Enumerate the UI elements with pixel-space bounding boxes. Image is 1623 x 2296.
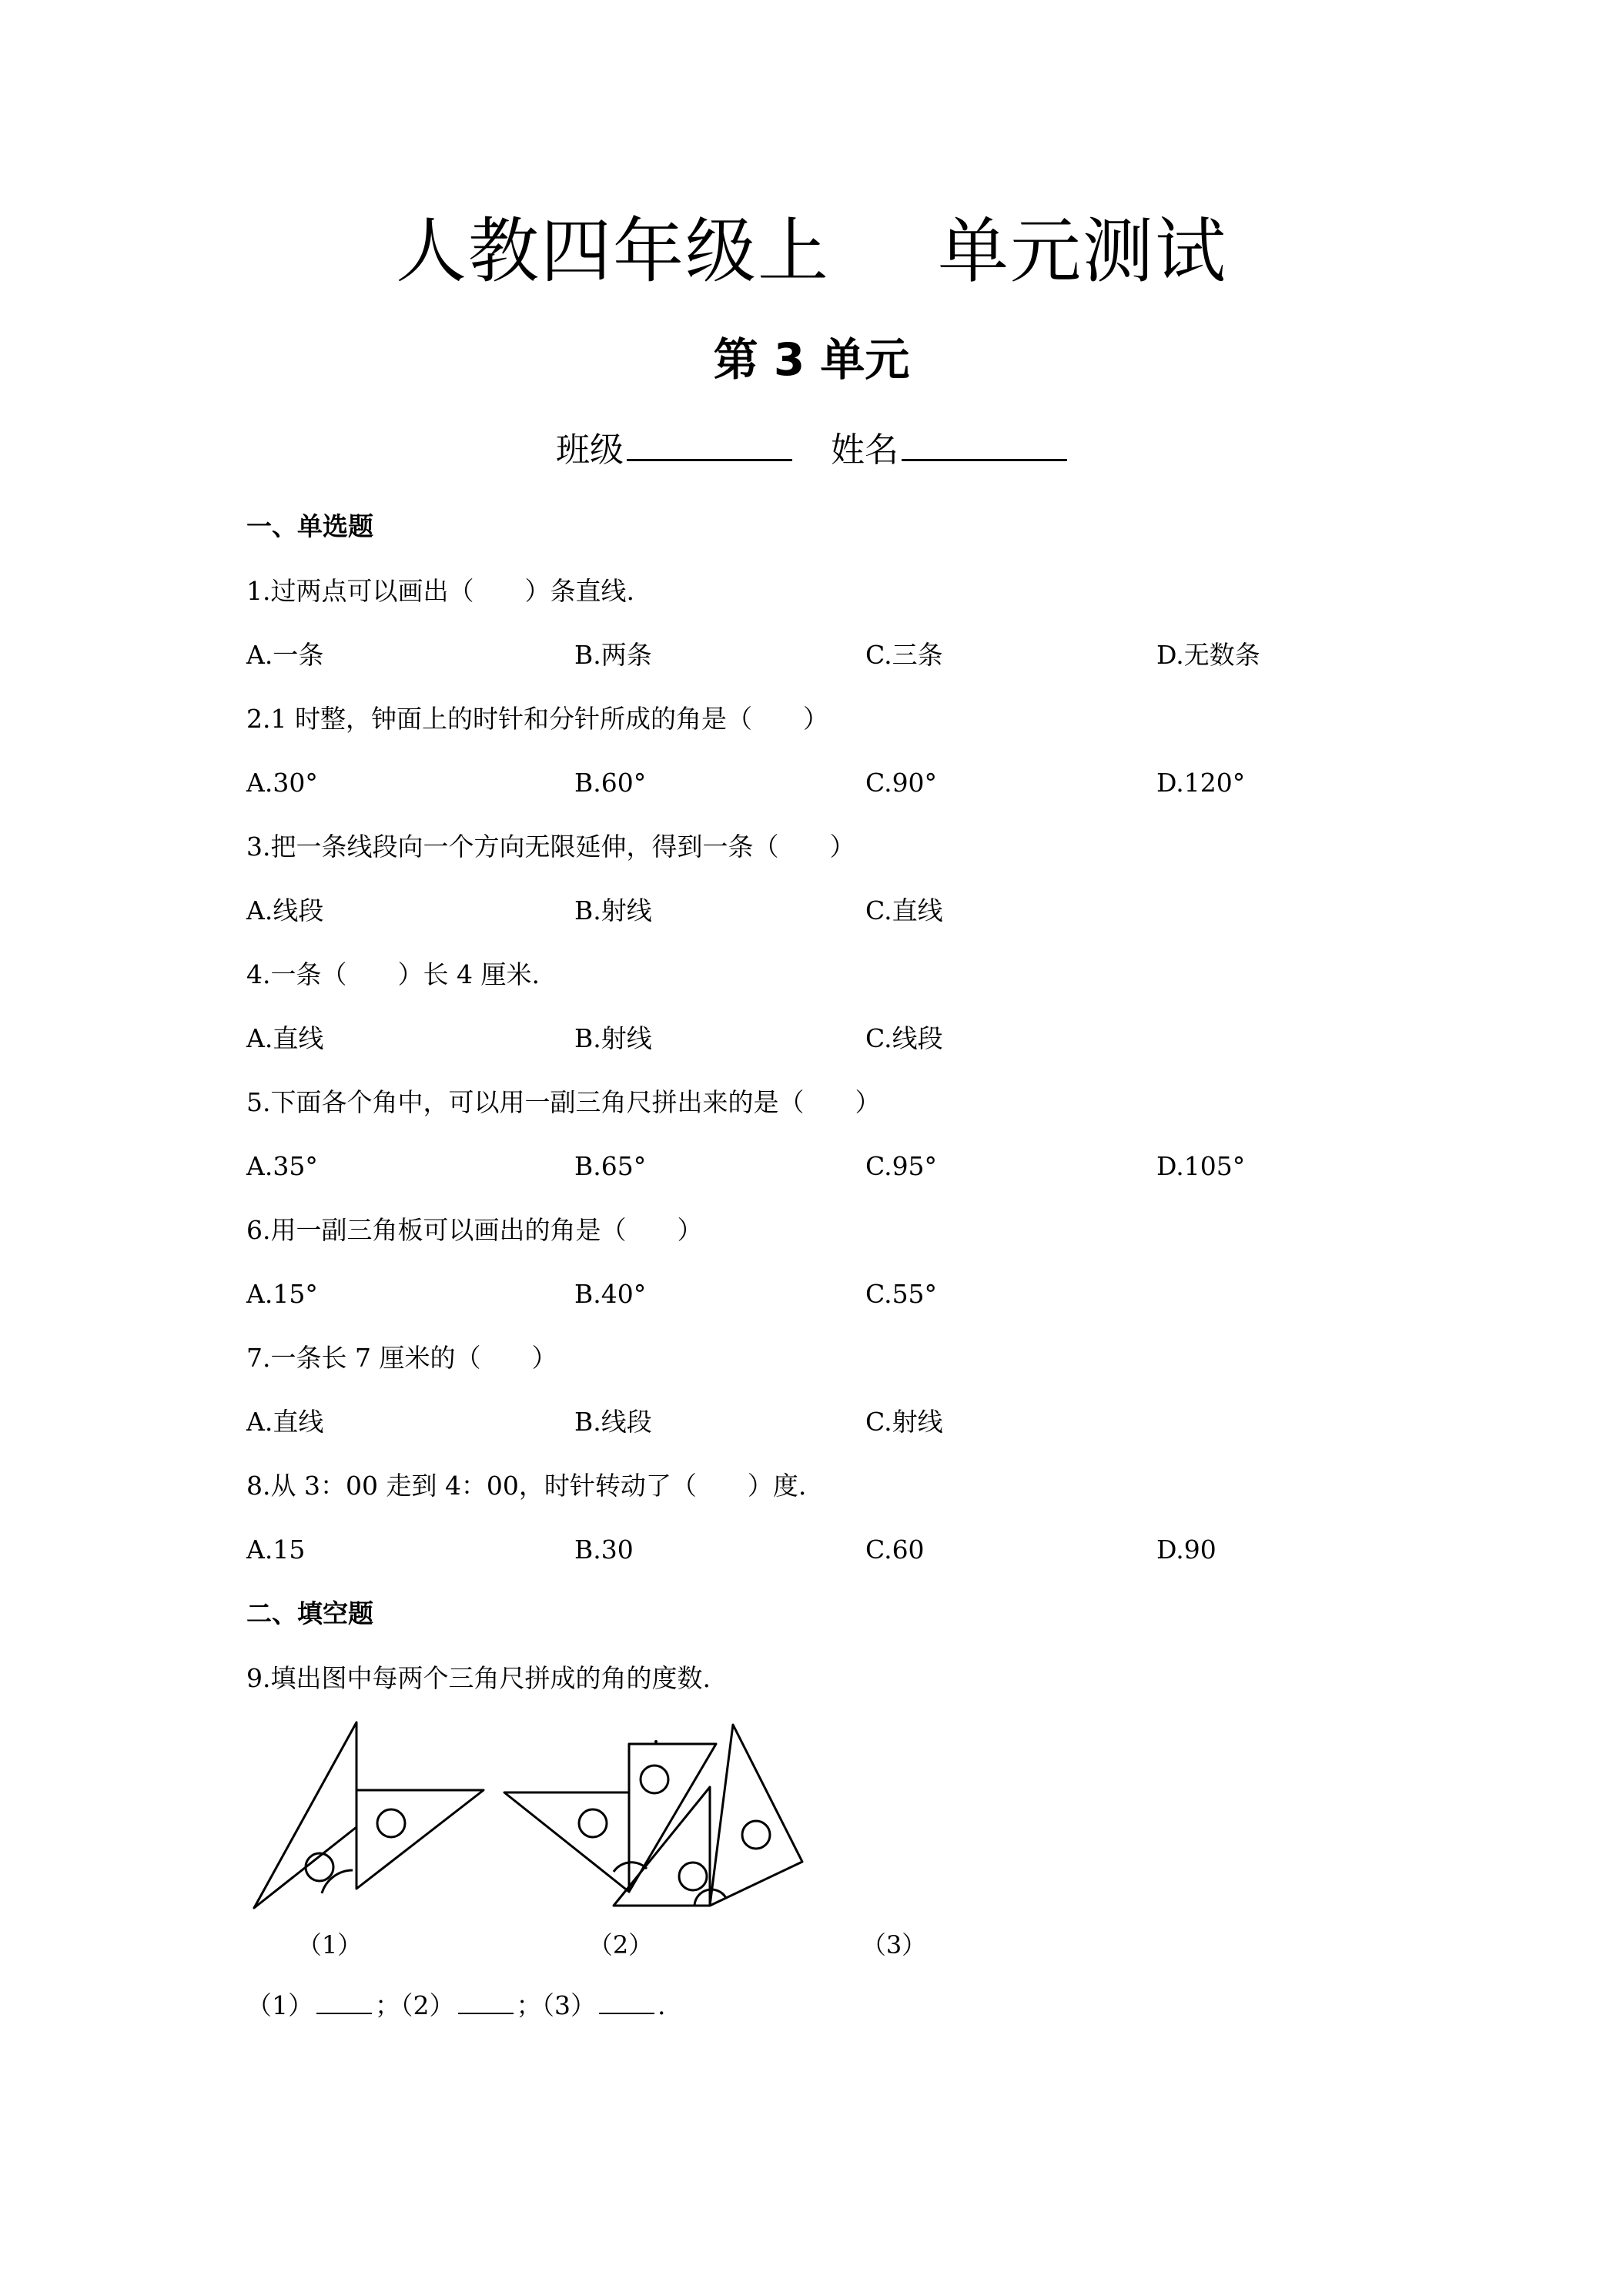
figure-label-2: （2）	[587, 1930, 654, 1960]
answer-prefix-2: ；（2）	[375, 1990, 455, 2020]
figure-1	[254, 1722, 484, 1908]
answer-row	[246, 1989, 666, 2023]
title-right: 单元测试	[938, 210, 1228, 293]
triangle-rulers-figure	[239, 1713, 1016, 1990]
option-d[interactable]: D.90	[1156, 1535, 1216, 1565]
set-square	[356, 1790, 484, 1889]
option-d[interactable]: D.105°	[1156, 1151, 1246, 1181]
question-text: 3.把一条线段向一个方向无限延伸，得到一条（ ）	[246, 832, 855, 862]
option-b[interactable]: B.65°	[574, 1151, 647, 1181]
option-c[interactable]: C.直线	[865, 895, 943, 925]
option-b[interactable]: B.60°	[574, 768, 647, 798]
section-heading: 二、填空题	[246, 1598, 373, 1628]
answer-blank-2[interactable]	[458, 1990, 514, 2014]
question-text: 2.1 时整，钟面上的时针和分针所成的角是（ ）	[246, 704, 828, 734]
answer-prefix-1: （1）	[246, 1990, 313, 2020]
option-a[interactable]: A.15	[246, 1535, 306, 1565]
option-b[interactable]: B.两条	[574, 640, 652, 670]
option-c[interactable]: C.60	[865, 1535, 925, 1565]
question-text: 7.一条长 7 厘米的（ ）	[246, 1343, 557, 1373]
ruler-hole	[377, 1809, 405, 1837]
option-b[interactable]: B.射线	[574, 1023, 652, 1053]
option-c[interactable]: C.线段	[865, 1023, 943, 1053]
set-square	[710, 1725, 802, 1906]
answer-blank-3[interactable]	[599, 1990, 654, 2014]
option-a[interactable]: A.15°	[246, 1279, 318, 1309]
name-label: 姓名	[831, 430, 899, 470]
name-blank[interactable]	[902, 428, 1067, 461]
option-d[interactable]: D.无数条	[1156, 640, 1260, 670]
option-a[interactable]: A.一条	[246, 640, 324, 670]
answer-blank-1[interactable]	[316, 1990, 372, 2014]
option-b[interactable]: B.射线	[574, 895, 652, 925]
option-c[interactable]: C.射线	[865, 1407, 943, 1437]
question-text: 4.一条（ ）长 4 厘米.	[246, 959, 540, 989]
speck	[654, 1740, 658, 1743]
option-c[interactable]: C.95°	[865, 1151, 938, 1181]
unit-title: 第 3 单元	[713, 333, 910, 386]
ruler-hole	[579, 1809, 607, 1837]
student-info	[0, 428, 1623, 472]
question-text: 9.填出图中每两个三角尺拼成的角的度数.	[246, 1663, 711, 1693]
option-a[interactable]: A.30°	[246, 768, 318, 798]
question-text: 5.下面各个角中，可以用一副三角尺拼出来的是（ ）	[246, 1087, 881, 1117]
option-a[interactable]: A.35°	[246, 1151, 318, 1181]
option-a[interactable]: A.直线	[246, 1407, 324, 1437]
answer-prefix-3: ；（3）	[516, 1990, 596, 2020]
option-b[interactable]: B.线段	[574, 1407, 652, 1437]
question-text: 8.从 3：00 走到 4：00，时针转动了（ ）度.	[246, 1471, 807, 1501]
figure-label-1: （1）	[296, 1930, 363, 1960]
ruler-hole	[641, 1766, 668, 1793]
section-heading: 一、单选题	[246, 511, 373, 541]
ruler-hole	[679, 1863, 707, 1890]
set-square	[254, 1722, 356, 1908]
set-square	[504, 1792, 629, 1892]
option-c[interactable]: C.55°	[865, 1279, 938, 1309]
option-b[interactable]: B.40°	[574, 1279, 647, 1309]
figure-label-3: （3）	[861, 1930, 927, 1960]
answer-end: .	[658, 1990, 666, 2020]
class-label: 班级	[556, 430, 624, 470]
title-left: 人教四年级上	[395, 210, 830, 293]
page-title	[0, 209, 1623, 294]
ruler-hole	[742, 1821, 770, 1849]
question-text: 6.用一副三角板可以画出的角是（ ）	[246, 1215, 703, 1245]
option-c[interactable]: C.90°	[865, 768, 938, 798]
option-a[interactable]: A.线段	[246, 895, 324, 925]
option-a[interactable]: A.直线	[246, 1023, 324, 1053]
option-b[interactable]: B.30	[574, 1535, 634, 1565]
angle-arc	[322, 1870, 353, 1893]
option-c[interactable]: C.三条	[865, 640, 943, 670]
question-text: 1.过两点可以画出（ ）条直线.	[246, 576, 634, 606]
class-blank[interactable]	[627, 428, 792, 461]
option-d[interactable]: D.120°	[1156, 768, 1246, 798]
figure-3	[614, 1725, 802, 1906]
